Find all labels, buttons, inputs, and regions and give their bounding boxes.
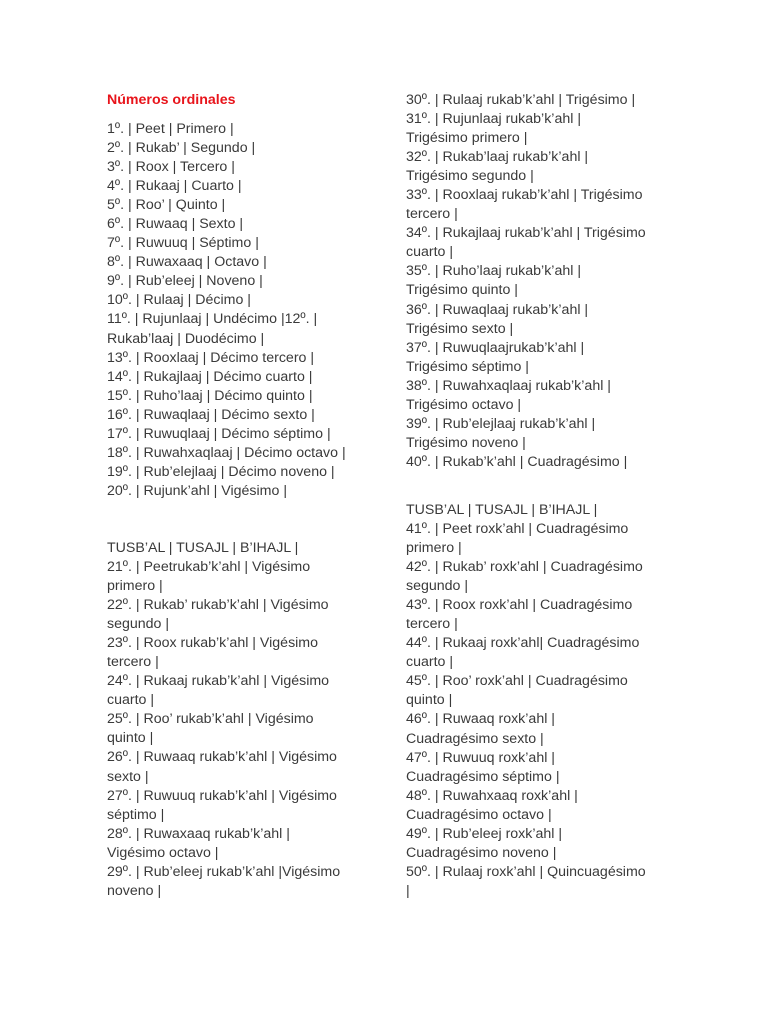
- text-line: 5º. | Roo’ | Quinto |: [107, 197, 226, 214]
- section-title: Números ordinales: [107, 92, 236, 108]
- text-line: segundo |: [107, 616, 170, 633]
- text-line: Trigésimo primero |: [406, 130, 528, 147]
- text-line: tercero |: [406, 616, 458, 633]
- text-line: 9º. | Rub’eleej | Noveno |: [107, 273, 263, 290]
- text-line: 33º. | Rooxlaaj rukab’k’ahl | Trigésimo: [406, 187, 643, 204]
- text-line: Cuadragésimo sexto |: [406, 730, 544, 747]
- text-line: 23º. | Roox rukab’k’ahl | Vigésimo: [107, 635, 319, 652]
- text-line: 30º. | Rulaaj rukab’k’ahl | Trigésimo |: [406, 92, 636, 108]
- text-line: noveno |: [107, 882, 162, 899]
- text-line: quinto |: [406, 692, 453, 709]
- text-line: segundo |: [406, 578, 469, 595]
- text-line: cuarto |: [406, 654, 454, 671]
- text-line: 1º. | Peet | Primero |: [107, 121, 234, 137]
- text-line: 19º. | Rub’elejlaaj | Décimo noveno |: [107, 463, 335, 480]
- spacer: [107, 501, 377, 539]
- text-line: 40º. | Rukab’k’ahl | Cuadragésimo |: [406, 453, 628, 470]
- text-line: 11º. | Rujunlaaj | Undécimo |12º. |: [107, 311, 318, 328]
- text-line: Vigésimo octavo |: [107, 844, 219, 861]
- text-line: Trigésimo segundo |: [406, 168, 534, 185]
- text-line: 42º. | Rukab’ roxk’ahl | Cuadragésimo: [406, 559, 643, 576]
- text-line: Cuadragésimo séptimo |: [406, 768, 560, 785]
- text-line: 27º. | Ruwuuq rukab’k’ahl | Vigésimo: [107, 787, 337, 804]
- text-line: cuarto |: [107, 692, 155, 709]
- text-line: Cuadragésimo noveno |: [406, 844, 557, 861]
- text-line: 20º. | Rujunk’ahl | Vigésimo |: [107, 482, 288, 499]
- text-line: 24º. | Rukaaj rukab’k’ahl | Vigésimo: [107, 673, 330, 690]
- text-line: séptimo |: [107, 806, 165, 823]
- text-line: 38º. | Ruwahxaqlaaj rukab’k’ahl |: [406, 377, 611, 394]
- text-line: 16º. | Ruwaqlaaj | Décimo sexto |: [107, 406, 315, 423]
- text-line: 22º. | Rukab’ rukab’k’ahl | Vigésimo: [107, 597, 329, 614]
- text-line: 6º. | Ruwaaq | Sexto |: [107, 216, 244, 233]
- text-line: 21º. | Peetrukab’k’ahl | Vigésimo: [107, 558, 311, 575]
- text-line: 35º. | Ruho’laaj rukab’k’ahl |: [406, 263, 582, 280]
- right-column: [406, 91, 676, 901]
- text-line: 3º. | Roox | Tercero |: [107, 159, 235, 176]
- text-line: 7º. | Ruwuuq | Séptimo |: [107, 235, 259, 252]
- text-line: 50º. | Rulaaj roxk’ahl | Quincuagésimo: [406, 863, 646, 880]
- text-line: cuarto |: [406, 244, 454, 261]
- text-line: Trigésimo séptimo |: [406, 358, 529, 375]
- ordinals-21-29: [107, 539, 377, 901]
- text-line: quinto |: [107, 730, 154, 747]
- text-line: 4º. | Rukaaj | Cuarto |: [107, 178, 242, 195]
- text-line: Trigésimo quinto |: [406, 282, 518, 299]
- text-line: 37º. | Ruwuqlaajrukab’k’ahl |: [406, 339, 585, 356]
- text-line: 28º. | Ruwaxaaq rukab’k’ahl |: [107, 825, 290, 842]
- text-line: sexto |: [107, 768, 149, 785]
- text-line: 36º. | Ruwaqlaaj rukab’k’ahl |: [406, 301, 589, 318]
- text-line: 2º. | Rukab’ | Segundo |: [107, 140, 256, 157]
- text-line: Rukab’laaj | Duodécimo |: [107, 330, 265, 347]
- text-line: 34º. | Rukajlaaj rukab’k’ahl | Trigésimo: [406, 225, 646, 242]
- text-line: Trigésimo sexto |: [406, 320, 514, 337]
- text-line: 25º. | Roo’ rukab’k’ahl | Vigésimo: [107, 711, 314, 728]
- text-line: primero |: [406, 540, 462, 557]
- text-line: TUSB’AL | TUSAJL | B’IHAJL |: [406, 501, 598, 518]
- ordinals-41-50: [406, 501, 676, 901]
- spacer: [406, 472, 676, 501]
- text-line: 48º. | Ruwahxaaq roxk’ahl |: [406, 787, 578, 804]
- text-line: 26º. | Ruwaaq rukab’k’ahl | Vigésimo: [107, 749, 337, 766]
- ordinals-1-20: [107, 120, 377, 501]
- text-line: 15º. | Ruho’laaj | Décimo quinto |: [107, 387, 313, 404]
- text-line: |: [406, 882, 410, 899]
- text-line: Trigésimo noveno |: [406, 434, 526, 451]
- text-line: 45º. | Roo’ roxk’ahl | Cuadragésimo: [406, 673, 628, 690]
- text-line: 18º. | Ruwahxaqlaaj | Décimo octavo |: [107, 444, 346, 461]
- text-line: 32º. | Rukab’laaj rukab’k’ahl |: [406, 149, 589, 166]
- ordinals-30-40: [406, 91, 676, 472]
- text-line: 8º. | Ruwaxaaq | Octavo |: [107, 254, 267, 271]
- text-line: 46º. | Ruwaaq roxk’ahl |: [406, 711, 555, 728]
- text-line: 44º. | Rukaaj roxk’ahl| Cuadragésimo: [406, 635, 640, 652]
- text-line: TUSB’AL | TUSAJL | B’IHAJL |: [107, 539, 299, 556]
- left-column: [107, 91, 377, 901]
- text-line: Cuadragésimo octavo |: [406, 806, 552, 823]
- text-line: 31º. | Rujunlaaj rukab’k’ahl |: [406, 111, 582, 128]
- text-line: 49º. | Rub’eleej roxk’ahl |: [406, 825, 563, 842]
- text-line: 14º. | Rukajlaaj | Décimo cuarto |: [107, 368, 313, 385]
- text-line: tercero |: [107, 654, 159, 671]
- text-line: 17º. | Ruwuqlaaj | Décimo séptimo |: [107, 425, 331, 442]
- text-line: 41º. | Peet roxk’ahl | Cuadragésimo: [406, 520, 629, 537]
- text-line: Trigésimo octavo |: [406, 396, 522, 413]
- text-line: 43º. | Roox roxk’ahl | Cuadragésimo: [406, 597, 633, 614]
- text-line: 13º. | Rooxlaaj | Décimo tercero |: [107, 349, 315, 366]
- text-line: tercero |: [406, 206, 458, 223]
- text-line: 10º. | Rulaaj | Décimo |: [107, 292, 251, 309]
- text-line: primero |: [107, 578, 163, 595]
- text-line: 47º. | Ruwuuq roxk’ahl |: [406, 749, 555, 766]
- text-line: 39º. | Rub’elejlaaj rukab’k’ahl |: [406, 415, 596, 432]
- text-line: 29º. | Rub’eleej rukab’k’ahl |Vigésimo: [107, 863, 341, 880]
